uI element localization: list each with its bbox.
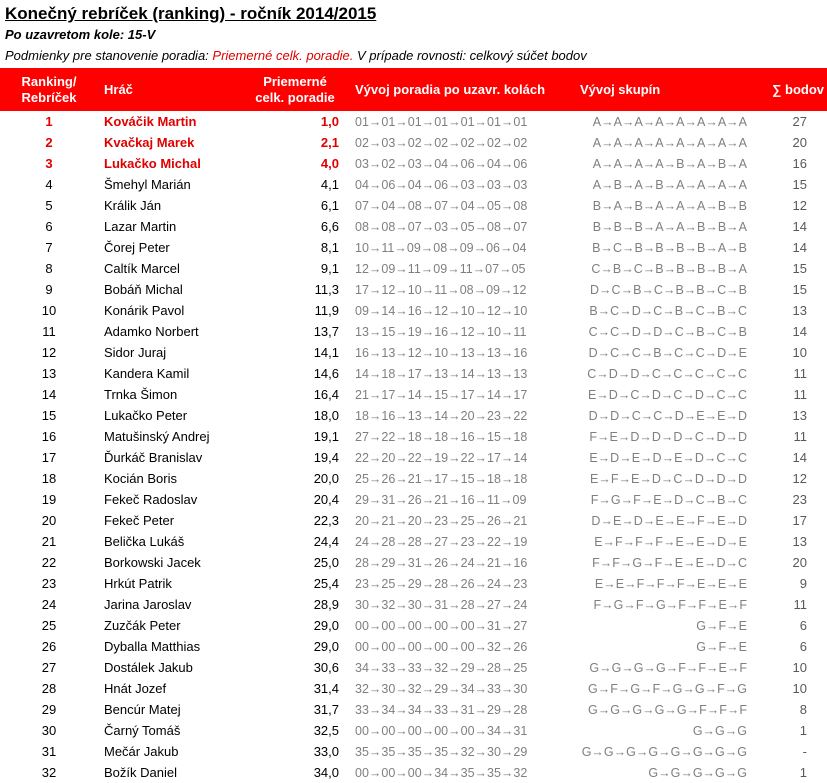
rank-development: 08→08→07→03→05→08→07 (355, 219, 528, 234)
rank-development: 22→20→22→19→22→17→14 (355, 450, 528, 465)
table-row (0, 531, 827, 552)
group-development: A→B→A→B→A→A→A→A (592, 177, 747, 192)
table-row (0, 657, 827, 678)
rank-development: 21→17→14→15→17→14→17 (355, 387, 528, 402)
average-rank: 8,1 (320, 240, 339, 255)
table-row (0, 195, 827, 216)
group-development: A→A→A→A→B→A→B→A (592, 156, 747, 171)
group-development: G→G→G (692, 723, 747, 738)
rank-development: 03→02→03→04→06→04→06 (355, 156, 528, 171)
table-row (0, 426, 827, 447)
group-development: G→G→G→G→G (648, 765, 747, 780)
player-name: Bobáň Michal (104, 282, 183, 297)
points-total: 11 (793, 366, 807, 381)
points-total: 27 (792, 114, 807, 129)
rank-cell: 27 (41, 660, 57, 675)
average-rank: 11,9 (314, 303, 339, 318)
table-row (0, 699, 827, 720)
table-row (0, 720, 827, 741)
rank-development: 17→12→10→11→08→09→12 (355, 282, 527, 297)
group-development: C→B→C→B→B→B→B→A (591, 261, 747, 276)
round-subtitle: Po uzavretom kole: 15-V (5, 27, 156, 42)
rank-development: 01→01→01→01→01→01→01 (355, 114, 528, 129)
points-total: 1 (799, 765, 807, 780)
rank-cell: 32 (41, 765, 57, 780)
rank-cell: 9 (45, 282, 53, 297)
rank-development: 00→00→00→00→00→31→27 (355, 618, 528, 633)
rank-development: 30→32→30→31→28→27→24 (355, 597, 528, 612)
table-row (0, 762, 827, 783)
player-name: Bencúr Matej (104, 702, 181, 717)
table-row (0, 342, 827, 363)
points-total: 9 (799, 576, 807, 591)
group-development: B→A→B→A→A→A→B→B (592, 198, 747, 213)
player-name: Šmehyl Marián (104, 177, 191, 192)
rank-development: 02→03→02→02→02→02→02 (355, 135, 528, 150)
points-total: 12 (792, 471, 807, 486)
conditions-suffix: V prípade rovnosti: celkový súčet bodov (356, 48, 587, 63)
rank-cell: 13 (41, 366, 57, 381)
rank-development: 32→30→32→29→34→33→30 (355, 681, 528, 696)
rank-cell: 29 (41, 702, 57, 717)
header-rank-development: Vývoj poradia po uzavr. kolách (355, 81, 546, 97)
points-total: 14 (792, 219, 807, 234)
table-row (0, 636, 827, 657)
player-name: Belička Lukáš (104, 534, 185, 549)
rank-cell: 10 (41, 303, 57, 318)
rank-cell: 20 (41, 513, 57, 528)
rank-cell: 5 (45, 198, 53, 213)
group-development: G→F→E (696, 639, 747, 654)
points-total: 23 (792, 492, 807, 507)
average-rank: 11,3 (314, 282, 339, 297)
points-total: 15 (792, 177, 807, 192)
table-row (0, 216, 827, 237)
average-rank: 31,7 (313, 702, 339, 717)
rank-development: 18→16→13→14→20→23→22 (355, 408, 528, 423)
rank-development: 34→33→33→32→29→28→25 (355, 660, 528, 675)
group-development: E→D→E→D→E→D→C→C (589, 450, 747, 465)
average-rank: 2,1 (320, 135, 339, 150)
ranking-table (0, 68, 827, 783)
points-total: - (802, 744, 807, 759)
average-rank: 33,0 (313, 744, 339, 759)
rank-development: 29→31→26→21→16→11→09 (355, 492, 527, 507)
points-total: 6 (799, 618, 807, 633)
group-development: E→D→C→D→C→D→C→C (587, 387, 747, 402)
points-total: 14 (792, 324, 807, 339)
points-total: 14 (792, 240, 807, 255)
table-row (0, 594, 827, 615)
player-name: Zuzčák Peter (104, 618, 181, 633)
player-name: Dyballa Matthias (104, 639, 201, 654)
group-development: E→E→F→F→F→E→E→E (594, 576, 747, 591)
points-total: 13 (792, 408, 807, 423)
rank-cell: 19 (41, 492, 57, 507)
points-total: 20 (792, 555, 807, 570)
player-name: Ďurkáč Branislav (104, 450, 203, 465)
average-rank: 20,4 (313, 492, 339, 507)
table-row (0, 279, 827, 300)
points-total: 10 (792, 660, 807, 675)
player-name: Lukačko Michal (104, 156, 201, 171)
table-row (0, 678, 827, 699)
group-development: D→C→B→C→B→B→C→B (590, 282, 747, 297)
table-row (0, 321, 827, 342)
player-name: Sidor Juraj (104, 345, 167, 360)
player-name: Matušinský Andrej (104, 429, 210, 444)
average-rank: 28,9 (313, 597, 339, 612)
group-development: A→A→A→A→A→A→A→A (592, 114, 747, 129)
table-row (0, 363, 827, 384)
player-name: Konárik Pavol (104, 303, 185, 318)
rank-development: 00→00→00→00→00→32→26 (355, 639, 528, 654)
player-name: Kvačkaj Marek (104, 135, 195, 150)
rank-development: 10→11→09→08→09→06→04 (355, 240, 527, 255)
average-rank: 25,0 (313, 555, 339, 570)
rank-cell: 25 (41, 618, 57, 633)
average-rank: 29,0 (313, 639, 339, 654)
rank-cell: 14 (41, 387, 57, 402)
points-total: 17 (792, 513, 807, 528)
table-row (0, 573, 827, 594)
rank-cell: 2 (45, 135, 53, 150)
points-total: 6 (799, 639, 807, 654)
group-development: B→C→B→B→B→B→A→B (592, 240, 747, 255)
player-name: Caltík Marcel (104, 261, 180, 276)
table-row (0, 447, 827, 468)
page-title: Konečný rebríček (ranking) - ročník 2014/2015 (5, 4, 377, 23)
rank-development: 35→35→35→35→32→30→29 (355, 744, 528, 759)
player-name: Fekeč Radoslav (104, 492, 198, 507)
rank-cell: 18 (41, 471, 57, 486)
rank-development: 33→34→34→33→31→29→28 (355, 702, 528, 717)
group-development: G→G→G→G→G→G→G→G (581, 744, 747, 759)
player-name: Kandera Kamil (104, 366, 190, 381)
points-total: 13 (792, 534, 807, 549)
rank-cell: 11 (42, 324, 56, 339)
rank-development: 24→28→28→27→23→22→19 (355, 534, 528, 549)
rank-development: 12→09→11→09→11→07→05 (355, 261, 526, 276)
group-development: F→F→G→F→E→E→D→C (592, 555, 747, 570)
group-development: C→C→D→D→C→B→C→B (588, 324, 747, 339)
points-total: 13 (792, 303, 807, 318)
average-rank: 9,1 (320, 261, 339, 276)
points-total: 15 (792, 282, 807, 297)
table-row (0, 405, 827, 426)
rank-development: 00→00→00→00→00→34→31 (355, 723, 528, 738)
points-total: 8 (799, 702, 807, 717)
rank-cell: 21 (41, 534, 57, 549)
average-rank: 1,0 (320, 114, 339, 129)
player-name: Borkowski Jacek (104, 555, 201, 570)
group-development: C→D→D→C→C→C→C→C (587, 366, 747, 381)
average-rank: 6,6 (320, 219, 339, 234)
header-player: Hráč (104, 81, 133, 97)
rank-cell: 24 (41, 597, 57, 612)
average-rank: 22,3 (313, 513, 339, 528)
points-total: 1 (799, 723, 807, 738)
group-development: F→G→F→E→D→C→B→C (590, 492, 747, 507)
rank-cell: 4 (45, 177, 53, 192)
table-row (0, 489, 827, 510)
player-name: Dostálek Jakub (104, 660, 193, 675)
rank-cell: 6 (45, 219, 53, 234)
rank-cell: 15 (41, 408, 57, 423)
points-total: 10 (792, 681, 807, 696)
player-name: Čarný Tomáš (104, 723, 181, 738)
rank-cell: 12 (41, 345, 57, 360)
average-rank: 16,4 (313, 387, 339, 402)
table-row (0, 174, 827, 195)
table-row (0, 468, 827, 489)
group-development: D→C→C→B→C→C→D→E (588, 345, 747, 360)
average-rank: 25,4 (313, 576, 339, 591)
rank-cell: 1 (45, 114, 53, 129)
points-total: 16 (792, 156, 807, 171)
average-rank: 30,6 (313, 660, 339, 675)
rank-development: 28→29→31→26→24→21→16 (355, 555, 528, 570)
group-development: E→F→E→D→C→D→D→D (590, 471, 747, 486)
rank-cell: 30 (41, 723, 57, 738)
table-row (0, 111, 827, 132)
ranking-rows (0, 111, 827, 783)
average-rank: 4,0 (320, 156, 339, 171)
points-total: 12 (792, 198, 807, 213)
group-development: D→D→C→C→D→E→E→D (588, 408, 747, 423)
average-rank: 6,1 (320, 198, 339, 213)
average-rank: 14,6 (313, 366, 339, 381)
player-name: Hnát Jozef (104, 681, 167, 696)
ranking-conditions (5, 48, 587, 63)
header-rank: Ranking/ Rebríček (21, 73, 77, 105)
group-development: D→E→D→E→E→F→E→D (591, 513, 747, 528)
rank-cell: 7 (45, 240, 53, 255)
average-rank: 32,5 (313, 723, 339, 738)
group-development: A→A→A→A→A→A→A→A (592, 135, 747, 150)
group-development: E→F→F→F→E→E→D→E (594, 534, 747, 549)
average-rank: 19,4 (313, 450, 339, 465)
player-name: Jarina Jaroslav (104, 597, 192, 612)
average-rank: 19,1 (313, 429, 339, 444)
header-points: ∑ bodov (772, 81, 824, 97)
table-row (0, 300, 827, 321)
rank-development: 13→15→19→16→12→10→11 (355, 324, 527, 339)
average-rank: 14,1 (313, 345, 339, 360)
points-total: 11 (793, 387, 807, 402)
average-rank: 29,0 (313, 618, 339, 633)
rank-development: 20→21→20→23→25→26→21 (355, 513, 528, 528)
average-rank: 34,0 (313, 765, 339, 780)
player-name: Čorej Peter (104, 240, 170, 255)
rank-cell: 8 (45, 261, 53, 276)
points-total: 11 (793, 429, 807, 444)
points-total: 10 (792, 345, 807, 360)
rank-development: 23→25→29→28→26→24→23 (355, 576, 528, 591)
average-rank: 4,1 (320, 177, 339, 192)
table-header-row (0, 68, 827, 111)
rank-development: 04→06→04→06→03→03→03 (355, 177, 528, 192)
rank-cell: 3 (45, 156, 53, 171)
player-name: Božík Daniel (104, 765, 177, 780)
group-development: G→F→E (696, 618, 747, 633)
rank-development: 07→04→08→07→04→05→08 (355, 198, 528, 213)
player-name: Lazar Martin (104, 219, 177, 234)
table-row (0, 510, 827, 531)
player-name: Trnka Šimon (104, 387, 178, 402)
header-group-development: Vývoj skupín (580, 81, 661, 97)
player-name: Kováčik Martin (104, 114, 197, 129)
average-rank: 18,0 (313, 408, 339, 423)
rank-cell: 28 (41, 681, 57, 696)
rank-development: 09→14→16→12→10→12→10 (355, 303, 528, 318)
table-row (0, 258, 827, 279)
rank-development: 00→00→00→34→35→35→32 (355, 765, 528, 780)
conditions-prefix: Podmienky pre stanovenie poradia: (5, 48, 209, 63)
rank-cell: 22 (41, 555, 57, 570)
header-average-rank: Priemerné celk. poradie (255, 73, 335, 105)
table-row (0, 552, 827, 573)
rank-cell: 17 (41, 450, 57, 465)
points-total: 11 (793, 597, 807, 612)
table-row (0, 741, 827, 762)
player-name: Fekeč Peter (104, 513, 175, 528)
table-row (0, 384, 827, 405)
group-development: F→E→D→D→D→C→D→D (589, 429, 747, 444)
group-development: B→C→D→C→B→C→B→C (589, 303, 747, 318)
group-development: G→G→G→G→F→F→E→F (589, 660, 747, 675)
average-rank: 31,4 (313, 681, 339, 696)
table-row (0, 237, 827, 258)
rank-cell: 16 (41, 429, 57, 444)
points-total: 20 (792, 135, 807, 150)
rank-development: 16→13→12→10→13→13→16 (355, 345, 528, 360)
points-total: 15 (792, 261, 807, 276)
rank-cell: 23 (41, 576, 57, 591)
rank-development: 14→18→17→13→14→13→13 (355, 366, 528, 381)
conditions-criterion: Priemerné celk. poradie. (212, 48, 354, 63)
rank-development: 25→26→21→17→15→18→18 (355, 471, 528, 486)
player-name: Hrkút Patrik (104, 576, 172, 591)
group-development: B→B→B→A→A→B→B→A (592, 219, 747, 234)
group-development: G→F→G→F→G→G→F→G (587, 681, 747, 696)
group-development: F→G→F→G→F→F→E→F (593, 597, 747, 612)
player-name: Lukačko Peter (104, 408, 188, 423)
player-name: Kocián Boris (104, 471, 177, 486)
rank-development: 27→22→18→18→16→15→18 (355, 429, 528, 444)
points-total: 14 (792, 450, 807, 465)
group-development: G→G→G→G→G→F→F→F (587, 702, 747, 717)
rank-cell: 31 (41, 744, 57, 759)
table-row (0, 132, 827, 153)
average-rank: 24,4 (313, 534, 339, 549)
player-name: Králik Ján (104, 198, 162, 213)
player-name: Adamko Norbert (104, 324, 199, 339)
table-row (0, 615, 827, 636)
average-rank: 20,0 (313, 471, 339, 486)
rank-cell: 26 (41, 639, 57, 654)
player-name: Mečár Jakub (104, 744, 179, 759)
average-rank: 13,7 (313, 324, 339, 339)
table-row (0, 153, 827, 174)
